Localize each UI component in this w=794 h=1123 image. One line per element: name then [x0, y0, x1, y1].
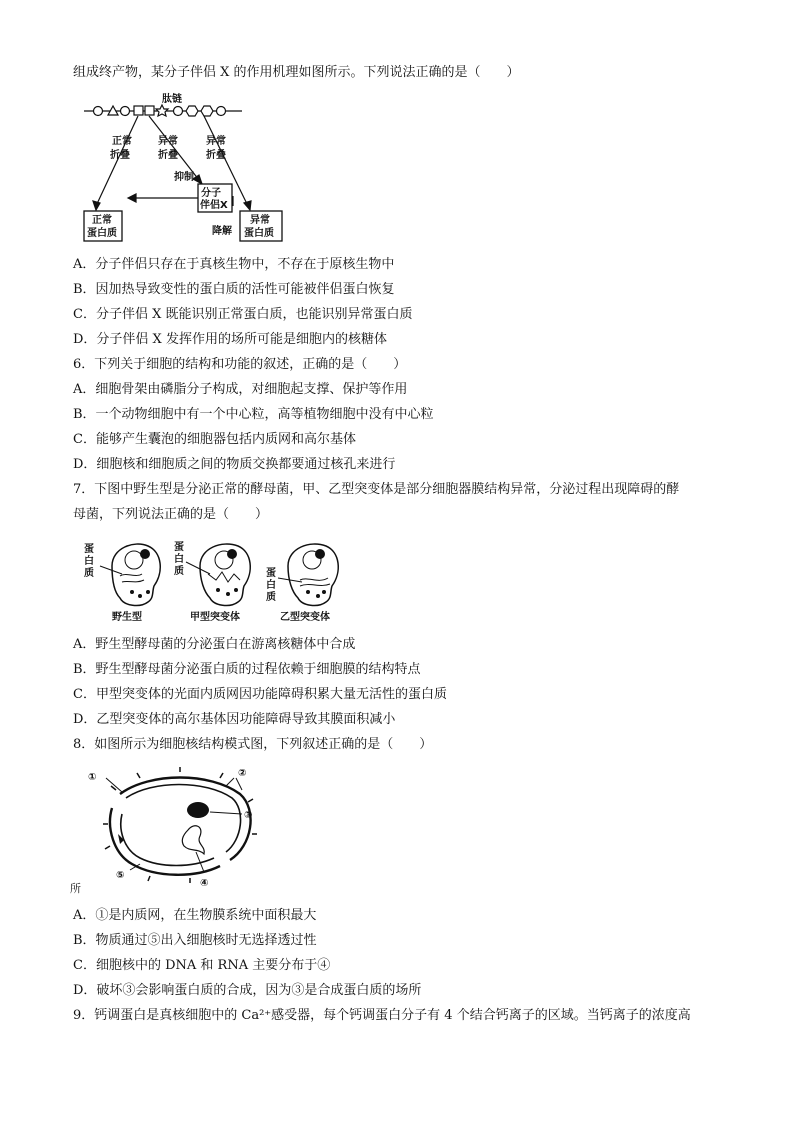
q7-stem-line1: 7．下图中野生型是分泌正常的酵母菌，甲、乙型突变体是部分细胞器膜结构异常，分泌过程出现障碍的酵	[73, 482, 680, 497]
q5-option-b: B．因加热导致变性的蛋白质的活性可能被伴侣蛋白恢复	[73, 282, 395, 297]
q9-stem-line1: 9．钙调蛋白是真核细胞中的 Ca²⁺感受器，每个钙调蛋白分子有 4 个结合钙离子的区域。当钙离子的浓度高	[73, 1008, 691, 1023]
wild-type-label: 野生型	[112, 612, 142, 623]
abnormal-protein-2: 蛋白质	[244, 228, 274, 239]
chaperone-1: 分子	[201, 188, 221, 199]
normal-fold-1: 正常	[112, 136, 132, 147]
mutant-a-cell	[200, 544, 250, 605]
label-1: ①	[88, 772, 97, 783]
protein-label-wild-2: 白	[84, 556, 94, 567]
q8-figure	[80, 764, 280, 894]
label-4: ④	[200, 878, 209, 889]
mutant-a-label: 甲型突变体	[190, 612, 240, 623]
protein-label-b-3: 质	[266, 592, 276, 603]
wild-cell	[112, 544, 160, 605]
q5-figure	[82, 92, 292, 244]
chaperone-2: 伴侣X	[200, 200, 228, 211]
q8-option-d: D．破坏③会影响蛋白质的合成，因为③是合成蛋白质的场所	[73, 983, 422, 998]
mutant-b-cell	[288, 544, 338, 605]
mutant-b-label: 乙型突变体	[280, 612, 330, 623]
abnormal-fold-right-1: 异常	[206, 136, 226, 147]
inhibit-label: 抑制	[174, 172, 194, 183]
q5-option-a: A．分子伴侣只存在于真核生物中，不存在于原核生物中	[73, 257, 395, 272]
q7-option-b: B．野生型酵母菌分泌蛋白质的过程依赖于细胞膜的结构特点	[73, 662, 421, 677]
q7-option-d: D．乙型突变体的高尔基体因功能障碍导致其膜面积减小	[73, 712, 396, 727]
normal-protein-1: 正常	[92, 215, 112, 226]
protein-label-a-1: 蛋	[174, 542, 184, 553]
q7-figure	[82, 536, 352, 626]
chromatin	[182, 826, 204, 854]
q5-option-c: C．分子伴侣 X 既能识别正常蛋白质，也能识别异常蛋白质	[73, 307, 413, 322]
label-3: ③	[244, 810, 253, 821]
q7-stem-line2: 母菌，下列说法正确的是（ ）	[73, 507, 269, 522]
peptide-chain	[84, 105, 242, 116]
abnormal-protein-1: 异常	[250, 215, 270, 226]
protein-label-a-2: 白	[174, 554, 184, 565]
q7-option-c: C．甲型突变体的光面内质网因功能障碍积累大量无活性的蛋白质	[73, 687, 447, 702]
q6-stem: 6．下列关于细胞的结构和功能的叙述，正确的是（ ）	[73, 357, 407, 372]
abnormal-fold-mid-2: 折叠	[158, 150, 178, 161]
q6-option-d: D．细胞核和细胞质之间的物质交换都要通过核孔来进行	[73, 457, 396, 472]
q7-option-a: A．野生型酵母菌的分泌蛋白在游离核糖体中合成	[73, 637, 356, 652]
label-2: ②	[238, 768, 247, 779]
protein-label-wild-3: 质	[84, 568, 94, 579]
abnormal-fold-mid-1: 异常	[158, 136, 178, 147]
q8-option-a: A．①是内质网，在生物膜系统中面积最大	[73, 908, 317, 923]
protein-label-a-3: 质	[174, 566, 184, 577]
stray-char: 所	[70, 882, 81, 895]
q8-stem: 8．如图所示为细胞核结构模式图，下列叙述正确的是（ ）	[73, 737, 433, 752]
normal-fold-2: 折叠	[110, 150, 130, 161]
label-5: ⑤	[116, 870, 125, 881]
peptide-label: 肽链	[162, 94, 182, 105]
q8-option-b: B．物质通过⑤出入细胞核时无选择透过性	[73, 933, 317, 948]
protein-label-wild-1: 蛋	[84, 544, 94, 555]
q5-option-d: D．分子伴侣 X 发挥作用的场所可能是细胞内的核糖体	[73, 332, 387, 347]
protein-label-b-1: 蛋	[266, 568, 276, 579]
abnormal-fold-right-2: 折叠	[206, 150, 226, 161]
nucleolus	[187, 802, 209, 818]
q8-option-c: C．细胞核中的 DNA 和 RNA 主要分布于④	[73, 958, 331, 973]
q6-option-a: A．细胞骨架由磷脂分子构成，对细胞起支撑、保护等作用	[73, 382, 408, 397]
degrade-label: 降解	[212, 226, 232, 237]
q6-option-b: B．一个动物细胞中有一个中心粒，高等植物细胞中没有中心粒	[73, 407, 434, 422]
normal-protein-2: 蛋白质	[87, 228, 117, 239]
q5-stem: 组成终产物，某分子伴侣 X 的作用机理如图所示。下列说法正确的是（ ）	[73, 65, 520, 80]
protein-label-b-2: 白	[266, 580, 276, 591]
q6-option-c: C．能够产生囊泡的细胞器包括内质网和高尔基体	[73, 432, 356, 447]
